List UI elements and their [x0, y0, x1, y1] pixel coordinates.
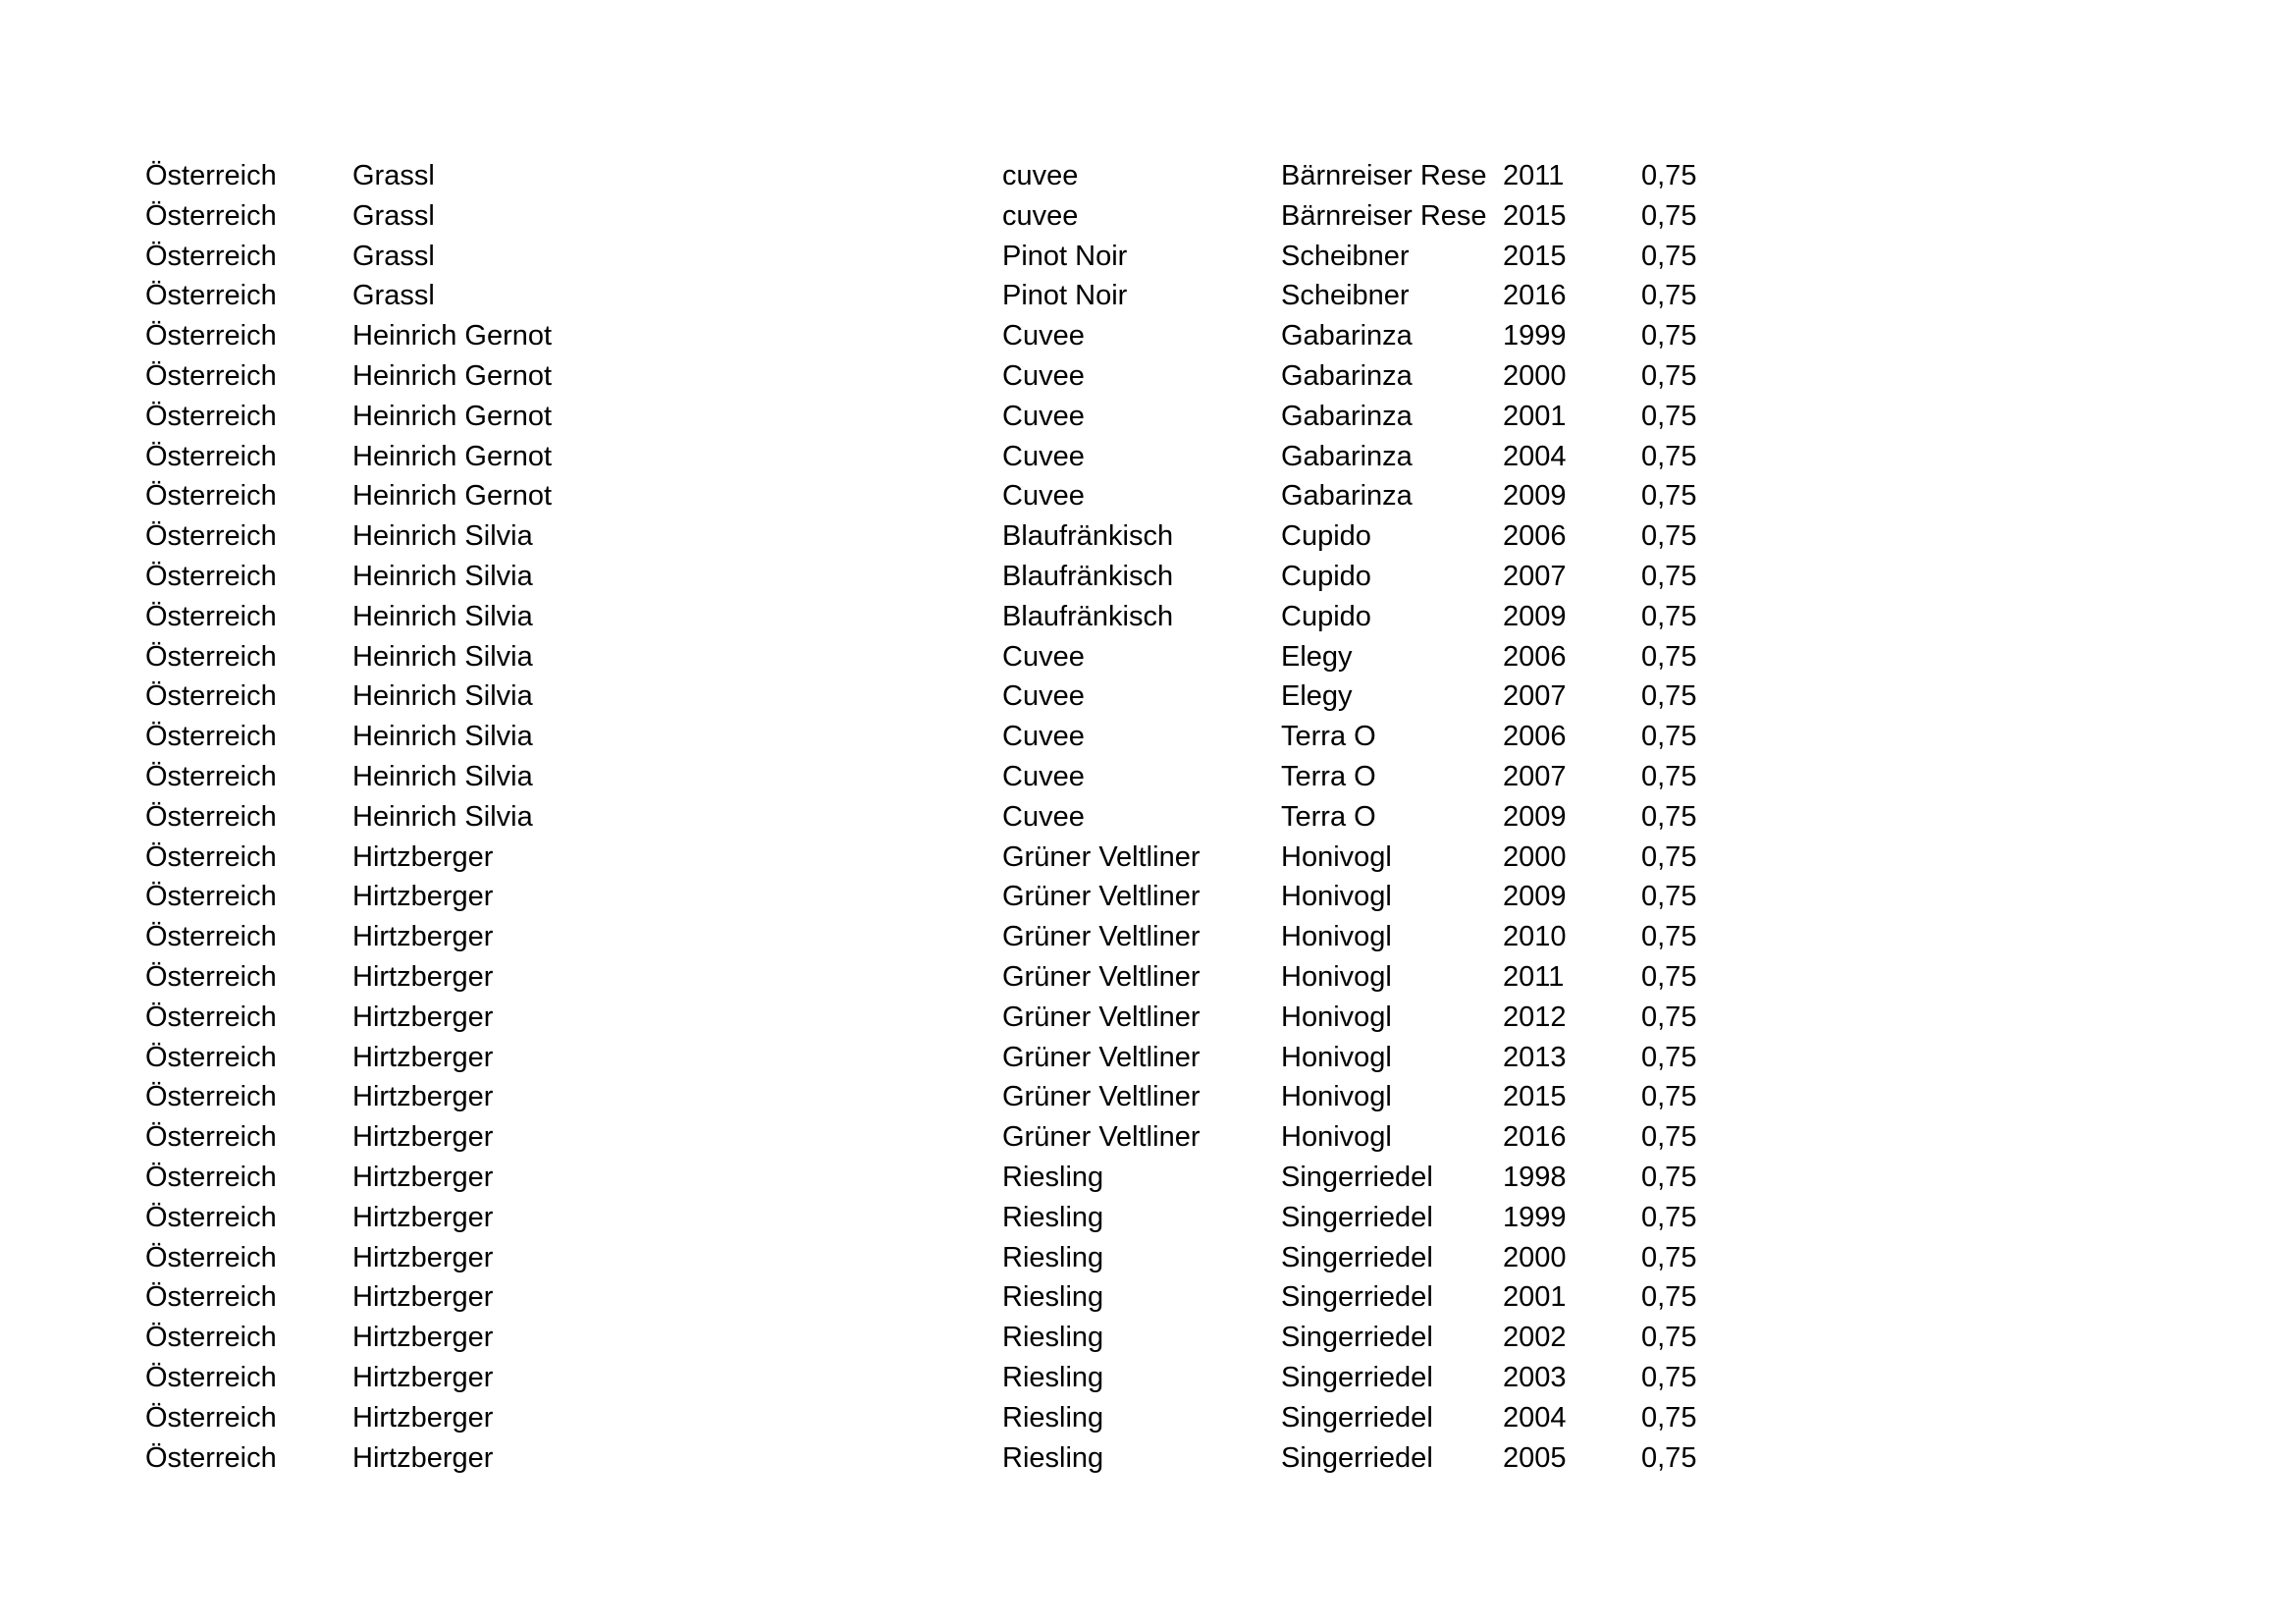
table-row [145, 877, 1716, 917]
year-cell: 2010 [1503, 921, 1567, 953]
producer-cell: Heinrich Gernot [352, 359, 553, 392]
table-row [145, 838, 1716, 878]
variety-cell: Cuvee [1002, 760, 1085, 792]
variety-cell: Cuvee [1002, 721, 1085, 753]
bottle-size-cell: 0,75 [1641, 1161, 1697, 1193]
variety-cell: Riesling [1002, 1401, 1104, 1434]
producer-cell: Hirtzberger [352, 1201, 494, 1233]
year-cell: 2012 [1503, 1001, 1567, 1033]
year-cell: 2000 [1503, 1241, 1567, 1273]
producer-cell: Hirtzberger [352, 1161, 494, 1193]
site-cell: Terra O [1281, 760, 1376, 792]
table-row [145, 237, 1716, 277]
site-cell: Honivogl [1281, 881, 1392, 913]
bottle-size-cell: 0,75 [1641, 1322, 1697, 1354]
bottle-size-cell: 0,75 [1641, 800, 1697, 833]
site-cell: Scheibner [1281, 280, 1410, 312]
variety-cell: Blaufränkisch [1002, 560, 1174, 592]
country-cell: Österreich [145, 881, 277, 913]
year-cell: 2006 [1503, 640, 1567, 673]
site-cell: Honivogl [1281, 1001, 1392, 1033]
site-cell: Singerriedel [1281, 1361, 1433, 1393]
table-row [145, 196, 1716, 237]
bottle-size-cell: 0,75 [1641, 1121, 1697, 1154]
bottle-size-cell: 0,75 [1641, 960, 1697, 993]
country-cell: Österreich [145, 1161, 277, 1193]
country-cell: Österreich [145, 240, 277, 272]
site-cell: Terra O [1281, 721, 1376, 753]
variety-cell: Grüner Veltliner [1002, 881, 1201, 913]
year-cell: 2005 [1503, 1441, 1567, 1474]
producer-cell: Hirtzberger [352, 1001, 494, 1033]
year-cell: 2009 [1503, 600, 1567, 632]
table-row [145, 917, 1716, 957]
producer-cell: Heinrich Gernot [352, 320, 553, 352]
year-cell: 2003 [1503, 1361, 1567, 1393]
year-cell: 2001 [1503, 400, 1567, 432]
variety-cell: Grüner Veltliner [1002, 1041, 1201, 1073]
variety-cell: Grüner Veltliner [1002, 1081, 1201, 1113]
country-cell: Österreich [145, 520, 277, 553]
year-cell: 2015 [1503, 1081, 1567, 1113]
table-row [145, 476, 1716, 516]
producer-cell: Hirtzberger [352, 1281, 494, 1314]
producer-cell: Hirtzberger [352, 1081, 494, 1113]
table-row [145, 1158, 1716, 1198]
bottle-size-cell: 0,75 [1641, 1281, 1697, 1314]
producer-cell: Heinrich Silvia [352, 520, 533, 553]
country-cell: Österreich [145, 721, 277, 753]
country-cell: Österreich [145, 560, 277, 592]
bottle-size-cell: 0,75 [1641, 1001, 1697, 1033]
year-cell: 2007 [1503, 760, 1567, 792]
variety-cell: Grüner Veltliner [1002, 840, 1201, 873]
bottle-size-cell: 0,75 [1641, 1241, 1697, 1273]
year-cell: 2004 [1503, 440, 1567, 472]
producer-cell: Hirtzberger [352, 881, 494, 913]
bottle-size-cell: 0,75 [1641, 520, 1697, 553]
site-cell: Honivogl [1281, 921, 1392, 953]
variety-cell: Cuvee [1002, 440, 1085, 472]
variety-cell: Riesling [1002, 1241, 1104, 1273]
year-cell: 2006 [1503, 520, 1567, 553]
site-cell: Singerriedel [1281, 1161, 1433, 1193]
site-cell: Cupido [1281, 560, 1371, 592]
site-cell: Singerriedel [1281, 1322, 1433, 1354]
variety-cell: Grüner Veltliner [1002, 1001, 1201, 1033]
producer-cell: Hirtzberger [352, 1241, 494, 1273]
country-cell: Österreich [145, 600, 277, 632]
bottle-size-cell: 0,75 [1641, 640, 1697, 673]
site-cell: Honivogl [1281, 840, 1392, 873]
table-row [145, 998, 1716, 1038]
year-cell: 1999 [1503, 320, 1567, 352]
table-row [145, 717, 1716, 757]
bottle-size-cell: 0,75 [1641, 560, 1697, 592]
year-cell: 2001 [1503, 1281, 1567, 1314]
producer-cell: Hirtzberger [352, 960, 494, 993]
year-cell: 2011 [1503, 960, 1565, 993]
producer-cell: Heinrich Silvia [352, 760, 533, 792]
bottle-size-cell: 0,75 [1641, 881, 1697, 913]
site-cell: Singerriedel [1281, 1441, 1433, 1474]
variety-cell: Pinot Noir [1002, 280, 1128, 312]
table-row [145, 1358, 1716, 1398]
site-cell: Gabarinza [1281, 359, 1413, 392]
bottle-size-cell: 0,75 [1641, 1441, 1697, 1474]
variety-cell: Blaufränkisch [1002, 520, 1174, 553]
bottle-size-cell: 0,75 [1641, 160, 1697, 191]
producer-cell: Grassl [352, 199, 435, 232]
table-row [145, 557, 1716, 597]
country-cell: Österreich [145, 840, 277, 873]
year-cell: 2007 [1503, 680, 1567, 713]
country-cell: Österreich [145, 400, 277, 432]
site-cell: Singerriedel [1281, 1241, 1433, 1273]
bottle-size-cell: 0,75 [1641, 280, 1697, 312]
site-cell: Terra O [1281, 800, 1376, 833]
producer-cell: Grassl [352, 160, 435, 191]
table-row [145, 1117, 1716, 1158]
bottle-size-cell: 0,75 [1641, 440, 1697, 472]
table-row [145, 1077, 1716, 1117]
site-cell: Honivogl [1281, 1121, 1392, 1154]
country-cell: Österreich [145, 1401, 277, 1434]
producer-cell: Heinrich Silvia [352, 721, 533, 753]
country-cell: Österreich [145, 1361, 277, 1393]
country-cell: Österreich [145, 680, 277, 713]
producer-cell: Hirtzberger [352, 1041, 494, 1073]
country-cell: Österreich [145, 480, 277, 513]
variety-cell: Riesling [1002, 1161, 1104, 1193]
producer-cell: Hirtzberger [352, 1121, 494, 1154]
year-cell: 2002 [1503, 1322, 1567, 1354]
variety-cell: Cuvee [1002, 800, 1085, 833]
country-cell: Österreich [145, 320, 277, 352]
producer-cell: Heinrich Silvia [352, 640, 533, 673]
producer-cell: Heinrich Silvia [352, 600, 533, 632]
table-row [145, 1238, 1716, 1278]
bottle-size-cell: 0,75 [1641, 199, 1697, 232]
table-row [145, 397, 1716, 437]
site-cell: Cupido [1281, 520, 1371, 553]
site-cell: Singerriedel [1281, 1401, 1433, 1434]
table-row [145, 677, 1716, 717]
country-cell: Österreich [145, 160, 277, 191]
year-cell: 2007 [1503, 560, 1567, 592]
year-cell: 2016 [1503, 280, 1567, 312]
table-row [145, 637, 1716, 677]
table-row [145, 957, 1716, 998]
producer-cell: Heinrich Silvia [352, 800, 533, 833]
site-cell: Cupido [1281, 600, 1371, 632]
table-row [145, 797, 1716, 838]
table-row [145, 516, 1716, 557]
variety-cell: Cuvee [1002, 680, 1085, 713]
site-cell: Bärnreiser Rese [1281, 160, 1487, 191]
variety-cell: Pinot Noir [1002, 240, 1128, 272]
country-cell: Österreich [145, 921, 277, 953]
variety-cell: Cuvee [1002, 359, 1085, 392]
site-cell: Honivogl [1281, 1041, 1392, 1073]
year-cell: 1999 [1503, 1201, 1567, 1233]
country-cell: Österreich [145, 1241, 277, 1273]
site-cell: Gabarinza [1281, 400, 1413, 432]
variety-cell: Cuvee [1002, 400, 1085, 432]
site-cell: Elegy [1281, 680, 1353, 713]
bottle-size-cell: 0,75 [1641, 1081, 1697, 1113]
table-row [145, 437, 1716, 477]
site-cell: Honivogl [1281, 960, 1392, 993]
variety-cell: Blaufränkisch [1002, 600, 1174, 632]
variety-cell: Cuvee [1002, 640, 1085, 673]
year-cell: 2011 [1503, 160, 1565, 191]
bottle-size-cell: 0,75 [1641, 320, 1697, 352]
year-cell: 2009 [1503, 800, 1567, 833]
country-cell: Österreich [145, 1001, 277, 1033]
bottle-size-cell: 0,75 [1641, 600, 1697, 632]
variety-cell: Riesling [1002, 1361, 1104, 1393]
site-cell: Elegy [1281, 640, 1353, 673]
site-cell: Honivogl [1281, 1081, 1392, 1113]
variety-cell: Grüner Veltliner [1002, 1121, 1201, 1154]
producer-cell: Hirtzberger [352, 1322, 494, 1354]
variety-cell: Riesling [1002, 1281, 1104, 1314]
year-cell: 2006 [1503, 721, 1567, 753]
country-cell: Österreich [145, 359, 277, 392]
table-row [145, 597, 1716, 637]
bottle-size-cell: 0,75 [1641, 1401, 1697, 1434]
country-cell: Österreich [145, 1201, 277, 1233]
producer-cell: Heinrich Gernot [352, 440, 553, 472]
bottle-size-cell: 0,75 [1641, 840, 1697, 873]
table-row [145, 356, 1716, 397]
site-cell: Gabarinza [1281, 320, 1413, 352]
bottle-size-cell: 0,75 [1641, 480, 1697, 513]
year-cell: 2016 [1503, 1121, 1567, 1154]
table-row [145, 1318, 1716, 1358]
producer-cell: Hirtzberger [352, 840, 494, 873]
variety-cell: Riesling [1002, 1441, 1104, 1474]
variety-cell: Cuvee [1002, 320, 1085, 352]
country-cell: Österreich [145, 1081, 277, 1113]
table-row [145, 757, 1716, 797]
table-row [145, 1038, 1716, 1078]
producer-cell: Heinrich Silvia [352, 680, 533, 713]
wine-list-table [145, 156, 1716, 1478]
table-row [145, 1438, 1716, 1479]
producer-cell: Grassl [352, 280, 435, 312]
producer-cell: Grassl [352, 240, 435, 272]
country-cell: Österreich [145, 1281, 277, 1314]
country-cell: Österreich [145, 760, 277, 792]
producer-cell: Heinrich Gernot [352, 400, 553, 432]
year-cell: 2000 [1503, 840, 1567, 873]
variety-cell: Cuvee [1002, 480, 1085, 513]
producer-cell: Hirtzberger [352, 1441, 494, 1474]
year-cell: 2015 [1503, 199, 1567, 232]
country-cell: Österreich [145, 640, 277, 673]
variety-cell: cuvee [1002, 199, 1079, 232]
year-cell: 2009 [1503, 881, 1567, 913]
variety-cell: Riesling [1002, 1322, 1104, 1354]
producer-cell: Hirtzberger [352, 1401, 494, 1434]
bottle-size-cell: 0,75 [1641, 400, 1697, 432]
producer-cell: Heinrich Gernot [352, 480, 553, 513]
country-cell: Österreich [145, 1441, 277, 1474]
variety-cell: cuvee [1002, 160, 1079, 191]
table-row [145, 316, 1716, 356]
table-row [145, 276, 1716, 316]
year-cell: 2000 [1503, 359, 1567, 392]
variety-cell: Grüner Veltliner [1002, 921, 1201, 953]
country-cell: Österreich [145, 440, 277, 472]
site-cell: Gabarinza [1281, 480, 1413, 513]
country-cell: Österreich [145, 1121, 277, 1154]
site-cell: Gabarinza [1281, 440, 1413, 472]
variety-cell: Riesling [1002, 1201, 1104, 1233]
year-cell: 2015 [1503, 240, 1567, 272]
bottle-size-cell: 0,75 [1641, 680, 1697, 713]
producer-cell: Hirtzberger [352, 921, 494, 953]
country-cell: Österreich [145, 280, 277, 312]
country-cell: Österreich [145, 199, 277, 232]
bottle-size-cell: 0,75 [1641, 921, 1697, 953]
site-cell: Singerriedel [1281, 1281, 1433, 1314]
country-cell: Österreich [145, 800, 277, 833]
bottle-size-cell: 0,75 [1641, 1201, 1697, 1233]
year-cell: 1998 [1503, 1161, 1567, 1193]
year-cell: 2013 [1503, 1041, 1567, 1073]
bottle-size-cell: 0,75 [1641, 760, 1697, 792]
country-cell: Österreich [145, 1041, 277, 1073]
bottle-size-cell: 0,75 [1641, 359, 1697, 392]
variety-cell: Grüner Veltliner [1002, 960, 1201, 993]
table-row [145, 1277, 1716, 1318]
country-cell: Österreich [145, 960, 277, 993]
producer-cell: Heinrich Silvia [352, 560, 533, 592]
bottle-size-cell: 0,75 [1641, 721, 1697, 753]
site-cell: Scheibner [1281, 240, 1410, 272]
year-cell: 2009 [1503, 480, 1567, 513]
table-row [145, 1198, 1716, 1238]
table-row [145, 1398, 1716, 1438]
year-cell: 2004 [1503, 1401, 1567, 1434]
table-row [145, 156, 1716, 196]
bottle-size-cell: 0,75 [1641, 1361, 1697, 1393]
site-cell: Bärnreiser Rese [1281, 199, 1487, 232]
producer-cell: Hirtzberger [352, 1361, 494, 1393]
site-cell: Singerriedel [1281, 1201, 1433, 1233]
country-cell: Österreich [145, 1322, 277, 1354]
bottle-size-cell: 0,75 [1641, 240, 1697, 272]
bottle-size-cell: 0,75 [1641, 1041, 1697, 1073]
